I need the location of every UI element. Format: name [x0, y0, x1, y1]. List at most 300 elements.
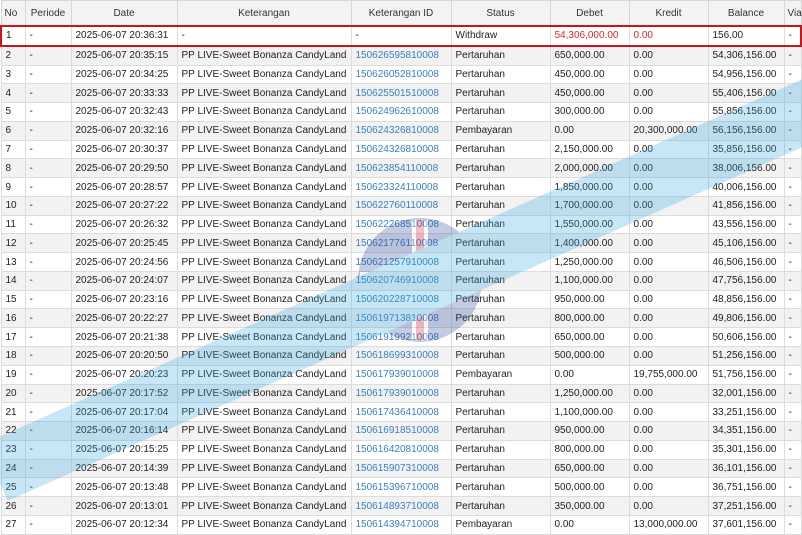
table-row[interactable]: [1, 403, 801, 422]
cell-no: 6: [1, 121, 25, 140]
cell-kredit: 0.00: [629, 140, 708, 159]
cell-keterangan-id[interactable]: 150622760110008: [351, 196, 451, 215]
cell-balance: 54,956,156.00: [708, 65, 784, 84]
cell-keterangan-id[interactable]: 150624326810008: [351, 121, 451, 140]
cell-status: Pertaruhan: [451, 478, 550, 497]
cell-keterangan: PP LIVE-Sweet Bonanza CandyLand: [177, 215, 351, 234]
cell-status: Pertaruhan: [451, 215, 550, 234]
cell-status: Pertaruhan: [451, 309, 550, 328]
cell-kredit: 0.00: [629, 84, 708, 103]
cell-keterangan: PP LIVE-Sweet Bonanza CandyLand: [177, 440, 351, 459]
cell-date: 2025-06-07 20:13:48: [71, 478, 177, 497]
cell-status: Pertaruhan: [451, 384, 550, 403]
cell-status: Pertaruhan: [451, 440, 550, 459]
cell-debet: 2,000,000.00: [550, 159, 629, 178]
cell-keterangan-id[interactable]: 150621257910008: [351, 253, 451, 272]
cell-debet: 1,250,000.00: [550, 384, 629, 403]
cell-date: 2025-06-07 20:20:23: [71, 365, 177, 384]
cell-date: 2025-06-07 20:36:31: [71, 26, 177, 46]
cell-via: -: [784, 103, 801, 122]
table-row[interactable]: [1, 84, 801, 103]
cell-periode: -: [25, 65, 71, 84]
cell-balance: 46,506,156.00: [708, 253, 784, 272]
cell-keterangan: PP LIVE-Sweet Bonanza CandyLand: [177, 347, 351, 366]
table-row[interactable]: [1, 215, 801, 234]
table-row[interactable]: [1, 234, 801, 253]
cell-periode: -: [25, 478, 71, 497]
cell-no: 15: [1, 290, 25, 309]
cell-debet: 500,000.00: [550, 347, 629, 366]
cell-status: Pertaruhan: [451, 46, 550, 65]
table-row[interactable]: [1, 422, 801, 441]
cell-keterangan-id[interactable]: 150622268510008: [351, 215, 451, 234]
cell-date: 2025-06-07 20:33:33: [71, 84, 177, 103]
cell-balance: 54,306,156.00: [708, 46, 784, 65]
cell-keterangan: PP LIVE-Sweet Bonanza CandyLand: [177, 403, 351, 422]
cell-via: -: [784, 215, 801, 234]
cell-kredit: 0.00: [629, 253, 708, 272]
cell-date: 2025-06-07 20:35:15: [71, 46, 177, 65]
cell-keterangan-id[interactable]: 150621776110008: [351, 234, 451, 253]
cell-no: 4: [1, 84, 25, 103]
cell-via: -: [784, 178, 801, 197]
cell-debet: 300,000.00: [550, 103, 629, 122]
cell-via: -: [784, 328, 801, 347]
cell-periode: -: [25, 497, 71, 516]
table-body: [1, 26, 801, 534]
cell-debet: 1,400,000.00: [550, 234, 629, 253]
cell-debet: 1,550,000.00: [550, 215, 629, 234]
cell-balance: 156.00: [708, 26, 784, 46]
cell-via: -: [784, 65, 801, 84]
cell-date: 2025-06-07 20:17:52: [71, 384, 177, 403]
cell-status: Pertaruhan: [451, 196, 550, 215]
cell-balance: 41,856,156.00: [708, 196, 784, 215]
cell-kredit: 0.00: [629, 478, 708, 497]
cell-date: 2025-06-07 20:32:43: [71, 103, 177, 122]
cell-keterangan-id[interactable]: 150625501510008: [351, 84, 451, 103]
cell-via: -: [784, 459, 801, 478]
table-row[interactable]: [1, 478, 801, 497]
cell-balance: 35,301,156.00: [708, 440, 784, 459]
table-row[interactable]: [1, 65, 801, 84]
cell-balance: 50,606,156.00: [708, 328, 784, 347]
header-keterangan-id[interactable]: Keterangan ID: [351, 1, 451, 27]
cell-status: Pertaruhan: [451, 271, 550, 290]
cell-debet: 1,100,000.00: [550, 271, 629, 290]
cell-periode: -: [25, 253, 71, 272]
cell-kredit: 0.00: [629, 159, 708, 178]
cell-periode: -: [25, 365, 71, 384]
cell-keterangan-id[interactable]: 150619199210008: [351, 328, 451, 347]
header-debet[interactable]: Debet: [550, 1, 629, 27]
cell-kredit: 0.00: [629, 328, 708, 347]
cell-debet: 650,000.00: [550, 459, 629, 478]
cell-keterangan-id[interactable]: -: [351, 26, 451, 46]
cell-no: 18: [1, 347, 25, 366]
cell-debet: 800,000.00: [550, 309, 629, 328]
cell-no: 24: [1, 459, 25, 478]
cell-date: 2025-06-07 20:14:39: [71, 459, 177, 478]
cell-date: 2025-06-07 20:22:27: [71, 309, 177, 328]
cell-date: 2025-06-07 20:23:16: [71, 290, 177, 309]
cell-kredit: 0.00: [629, 384, 708, 403]
cell-date: 2025-06-07 20:32:16: [71, 121, 177, 140]
cell-periode: -: [25, 440, 71, 459]
cell-kredit: 0.00: [629, 422, 708, 441]
cell-kredit: 0.00: [629, 403, 708, 422]
header-keterangan[interactable]: Keterangan: [177, 1, 351, 27]
cell-keterangan: PP LIVE-Sweet Bonanza CandyLand: [177, 271, 351, 290]
cell-via: -: [784, 121, 801, 140]
cell-kredit: 0.00: [629, 103, 708, 122]
cell-balance: 38,006,156.00: [708, 159, 784, 178]
cell-periode: -: [25, 46, 71, 65]
cell-keterangan: PP LIVE-Sweet Bonanza CandyLand: [177, 121, 351, 140]
cell-kredit: 0.00: [629, 196, 708, 215]
table-row[interactable]: [1, 178, 801, 197]
table-row[interactable]: [1, 253, 801, 272]
cell-via: -: [784, 84, 801, 103]
cell-balance: 37,251,156.00: [708, 497, 784, 516]
cell-status: Pembayaran: [451, 121, 550, 140]
cell-via: -: [784, 159, 801, 178]
cell-keterangan-id[interactable]: 150614893710008: [351, 497, 451, 516]
header-via[interactable]: Via: [784, 1, 801, 27]
table-row[interactable]: [1, 103, 801, 122]
cell-via: -: [784, 422, 801, 441]
cell-status: Pertaruhan: [451, 253, 550, 272]
cell-via: -: [784, 196, 801, 215]
cell-periode: -: [25, 178, 71, 197]
cell-balance: 45,106,156.00: [708, 234, 784, 253]
cell-via: -: [784, 440, 801, 459]
cell-status: Pertaruhan: [451, 422, 550, 441]
cell-keterangan: PP LIVE-Sweet Bonanza CandyLand: [177, 365, 351, 384]
table-row[interactable]: [1, 121, 801, 140]
cell-periode: -: [25, 234, 71, 253]
cell-no: 2: [1, 46, 25, 65]
table-header-row: [1, 1, 801, 27]
table-row[interactable]: [1, 159, 801, 178]
cell-keterangan-id[interactable]: 150616420810008: [351, 440, 451, 459]
table-row-selected[interactable]: [1, 26, 801, 46]
cell-debet: 950,000.00: [550, 422, 629, 441]
cell-date: 2025-06-07 20:28:57: [71, 178, 177, 197]
cell-balance: 36,751,156.00: [708, 478, 784, 497]
cell-balance: 56,156,156.00: [708, 121, 784, 140]
cell-status: Pertaruhan: [451, 140, 550, 159]
cell-debet: 0.00: [550, 121, 629, 140]
cell-periode: -: [25, 515, 71, 534]
header-kredit[interactable]: Kredit: [629, 1, 708, 27]
cell-keterangan-id[interactable]: 150615907310008: [351, 459, 451, 478]
cell-keterangan: PP LIVE-Sweet Bonanza CandyLand: [177, 234, 351, 253]
cell-periode: -: [25, 384, 71, 403]
cell-keterangan-id[interactable]: 150620746910008: [351, 271, 451, 290]
cell-via: -: [784, 253, 801, 272]
cell-status: Pertaruhan: [451, 65, 550, 84]
cell-no: 12: [1, 234, 25, 253]
cell-balance: 51,756,156.00: [708, 365, 784, 384]
cell-keterangan: PP LIVE-Sweet Bonanza CandyLand: [177, 196, 351, 215]
cell-keterangan: PP LIVE-Sweet Bonanza CandyLand: [177, 497, 351, 516]
cell-via: -: [784, 309, 801, 328]
cell-periode: -: [25, 328, 71, 347]
cell-debet: 0.00: [550, 365, 629, 384]
header-periode[interactable]: Periode: [25, 1, 71, 27]
cell-no: 17: [1, 328, 25, 347]
table-row[interactable]: [1, 365, 801, 384]
cell-keterangan-id[interactable]: 150618699310008: [351, 347, 451, 366]
cell-via: -: [784, 234, 801, 253]
cell-no: 20: [1, 384, 25, 403]
cell-status: Pembayaran: [451, 365, 550, 384]
cell-status: Pertaruhan: [451, 103, 550, 122]
cell-keterangan-id[interactable]: 150624962610008: [351, 103, 451, 122]
cell-date: 2025-06-07 20:21:38: [71, 328, 177, 347]
table-row[interactable]: [1, 290, 801, 309]
cell-debet: 1,100,000.00: [550, 403, 629, 422]
cell-keterangan: PP LIVE-Sweet Bonanza CandyLand: [177, 178, 351, 197]
cell-date: 2025-06-07 20:25:45: [71, 234, 177, 253]
cell-via: -: [784, 515, 801, 534]
cell-keterangan-id[interactable]: 150623854110008: [351, 159, 451, 178]
cell-date: 2025-06-07 20:12:34: [71, 515, 177, 534]
header-status[interactable]: Status: [451, 1, 550, 27]
table-row[interactable]: [1, 140, 801, 159]
cell-keterangan: PP LIVE-Sweet Bonanza CandyLand: [177, 459, 351, 478]
cell-periode: -: [25, 84, 71, 103]
table-row[interactable]: [1, 384, 801, 403]
cell-via: -: [784, 347, 801, 366]
cell-status: Pertaruhan: [451, 234, 550, 253]
cell-periode: -: [25, 159, 71, 178]
cell-via: -: [784, 478, 801, 497]
cell-keterangan: PP LIVE-Sweet Bonanza CandyLand: [177, 253, 351, 272]
cell-balance: 37,601,156.00: [708, 515, 784, 534]
cell-balance: 51,256,156.00: [708, 347, 784, 366]
cell-balance: 36,101,156.00: [708, 459, 784, 478]
cell-via: -: [784, 290, 801, 309]
cell-debet: 450,000.00: [550, 65, 629, 84]
cell-keterangan: PP LIVE-Sweet Bonanza CandyLand: [177, 290, 351, 309]
cell-date: 2025-06-07 20:13:01: [71, 497, 177, 516]
cell-keterangan: PP LIVE-Sweet Bonanza CandyLand: [177, 309, 351, 328]
cell-date: 2025-06-07 20:29:50: [71, 159, 177, 178]
cell-debet: 350,000.00: [550, 497, 629, 516]
cell-no: 14: [1, 271, 25, 290]
cell-no: 13: [1, 253, 25, 272]
cell-via: -: [784, 271, 801, 290]
cell-date: 2025-06-07 20:27:22: [71, 196, 177, 215]
cell-keterangan: PP LIVE-Sweet Bonanza CandyLand: [177, 140, 351, 159]
cell-kredit: 0.00: [629, 347, 708, 366]
table-row[interactable]: [1, 46, 801, 65]
table-row[interactable]: [1, 309, 801, 328]
cell-via: -: [784, 384, 801, 403]
cell-date: 2025-06-07 20:16:14: [71, 422, 177, 441]
cell-balance: 35,856,156.00: [708, 140, 784, 159]
cell-balance: 32,001,156.00: [708, 384, 784, 403]
cell-keterangan: PP LIVE-Sweet Bonanza CandyLand: [177, 384, 351, 403]
cell-keterangan: PP LIVE-Sweet Bonanza CandyLand: [177, 65, 351, 84]
header-date[interactable]: Date: [71, 1, 177, 27]
cell-periode: -: [25, 459, 71, 478]
cell-keterangan-id[interactable]: 150615396710008: [351, 478, 451, 497]
cell-date: 2025-06-07 20:17:04: [71, 403, 177, 422]
cell-keterangan-id[interactable]: 150626595810008: [351, 46, 451, 65]
cell-keterangan: PP LIVE-Sweet Bonanza CandyLand: [177, 328, 351, 347]
cell-keterangan: -: [177, 26, 351, 46]
cell-keterangan-id[interactable]: 150617436410008: [351, 403, 451, 422]
cell-no: 8: [1, 159, 25, 178]
table-row[interactable]: [1, 440, 801, 459]
cell-periode: -: [25, 103, 71, 122]
cell-keterangan: PP LIVE-Sweet Bonanza CandyLand: [177, 46, 351, 65]
header-no[interactable]: No: [1, 1, 25, 27]
cell-debet: 650,000.00: [550, 46, 629, 65]
cell-status: Pertaruhan: [451, 497, 550, 516]
header-balance[interactable]: Balance: [708, 1, 784, 27]
cell-via: -: [784, 26, 801, 46]
cell-no: 3: [1, 65, 25, 84]
cell-no: 11: [1, 215, 25, 234]
table-row[interactable]: [1, 196, 801, 215]
table-row[interactable]: [1, 347, 801, 366]
cell-no: 21: [1, 403, 25, 422]
cell-periode: -: [25, 26, 71, 46]
cell-no: 22: [1, 422, 25, 441]
cell-keterangan-id[interactable]: 150617939010008: [351, 384, 451, 403]
cell-debet: 54,306,000.00: [550, 26, 629, 46]
cell-keterangan: PP LIVE-Sweet Bonanza CandyLand: [177, 478, 351, 497]
cell-periode: -: [25, 121, 71, 140]
cell-keterangan-id[interactable]: 150623324110008: [351, 178, 451, 197]
cell-debet: 950,000.00: [550, 290, 629, 309]
cell-debet: 1,850,000.00: [550, 178, 629, 197]
cell-debet: 500,000.00: [550, 478, 629, 497]
cell-keterangan: PP LIVE-Sweet Bonanza CandyLand: [177, 422, 351, 441]
cell-balance: 33,251,156.00: [708, 403, 784, 422]
cell-no: 23: [1, 440, 25, 459]
cell-no: 10: [1, 196, 25, 215]
cell-debet: 2,150,000.00: [550, 140, 629, 159]
table-row[interactable]: [1, 328, 801, 347]
cell-via: -: [784, 46, 801, 65]
cell-status: Withdraw: [451, 26, 550, 46]
cell-via: -: [784, 365, 801, 384]
cell-date: 2025-06-07 20:30:37: [71, 140, 177, 159]
cell-date: 2025-06-07 20:34:25: [71, 65, 177, 84]
cell-no: 1: [1, 26, 25, 46]
cell-keterangan-id[interactable]: 150614394710008: [351, 515, 451, 534]
cell-status: Pertaruhan: [451, 459, 550, 478]
cell-balance: 55,406,156.00: [708, 84, 784, 103]
cell-no: 5: [1, 103, 25, 122]
cell-keterangan: PP LIVE-Sweet Bonanza CandyLand: [177, 84, 351, 103]
cell-kredit: 0.00: [629, 309, 708, 328]
cell-debet: 650,000.00: [550, 328, 629, 347]
table-row[interactable]: [1, 271, 801, 290]
cell-date: 2025-06-07 20:26:32: [71, 215, 177, 234]
cell-debet: 0.00: [550, 515, 629, 534]
cell-status: Pertaruhan: [451, 84, 550, 103]
cell-keterangan: PP LIVE-Sweet Bonanza CandyLand: [177, 103, 351, 122]
cell-periode: -: [25, 196, 71, 215]
cell-status: Pertaruhan: [451, 290, 550, 309]
cell-debet: 1,250,000.00: [550, 253, 629, 272]
cell-keterangan-id[interactable]: 150616918510008: [351, 422, 451, 441]
cell-no: 7: [1, 140, 25, 159]
cell-status: Pembayaran: [451, 515, 550, 534]
cell-keterangan-id[interactable]: 150619713810008: [351, 309, 451, 328]
table-row[interactable]: [1, 515, 801, 534]
cell-periode: -: [25, 215, 71, 234]
cell-no: 26: [1, 497, 25, 516]
cell-kredit: 0.00: [629, 271, 708, 290]
cell-kredit: 0.00: [629, 440, 708, 459]
cell-date: 2025-06-07 20:20:50: [71, 347, 177, 366]
cell-date: 2025-06-07 20:24:56: [71, 253, 177, 272]
cell-no: 9: [1, 178, 25, 197]
cell-debet: 450,000.00: [550, 84, 629, 103]
cell-kredit: 20,300,000.00: [629, 121, 708, 140]
cell-kredit: 0.00: [629, 290, 708, 309]
cell-kredit: 19,755,000.00: [629, 365, 708, 384]
cell-kredit: 0.00: [629, 234, 708, 253]
cell-periode: -: [25, 140, 71, 159]
cell-kredit: 13,000,000.00: [629, 515, 708, 534]
cell-date: 2025-06-07 20:15:25: [71, 440, 177, 459]
cell-debet: 800,000.00: [550, 440, 629, 459]
cell-balance: 34,351,156.00: [708, 422, 784, 441]
cell-keterangan: PP LIVE-Sweet Bonanza CandyLand: [177, 515, 351, 534]
cell-no: 27: [1, 515, 25, 534]
cell-status: Pertaruhan: [451, 178, 550, 197]
cell-balance: 40,006,156.00: [708, 178, 784, 197]
cell-keterangan-id[interactable]: 150624326810008: [351, 140, 451, 159]
cell-kredit: 0.00: [629, 178, 708, 197]
cell-balance: 43,556,156.00: [708, 215, 784, 234]
cell-kredit: 0.00: [629, 459, 708, 478]
cell-balance: 47,756,156.00: [708, 271, 784, 290]
cell-kredit: 0.00: [629, 46, 708, 65]
cell-periode: -: [25, 290, 71, 309]
cell-no: 25: [1, 478, 25, 497]
cell-keterangan: PP LIVE-Sweet Bonanza CandyLand: [177, 159, 351, 178]
cell-status: Pertaruhan: [451, 159, 550, 178]
cell-via: -: [784, 497, 801, 516]
cell-keterangan-id[interactable]: 150626052810008: [351, 65, 451, 84]
cell-via: -: [784, 140, 801, 159]
cell-balance: 48,856,156.00: [708, 290, 784, 309]
cell-date: 2025-06-07 20:24:07: [71, 271, 177, 290]
cell-kredit: 0.00: [629, 497, 708, 516]
table-row[interactable]: [1, 459, 801, 478]
cell-kredit: 0.00: [629, 26, 708, 46]
cell-balance: 49,806,156.00: [708, 309, 784, 328]
table-row[interactable]: [1, 497, 801, 516]
cell-keterangan-id[interactable]: 150617939010008: [351, 365, 451, 384]
cell-status: Pertaruhan: [451, 347, 550, 366]
cell-periode: -: [25, 347, 71, 366]
cell-keterangan-id[interactable]: 150620228710008: [351, 290, 451, 309]
cell-debet: 1,700,000.00: [550, 196, 629, 215]
cell-no: 16: [1, 309, 25, 328]
cell-via: -: [784, 403, 801, 422]
cell-balance: 55,856,156.00: [708, 103, 784, 122]
